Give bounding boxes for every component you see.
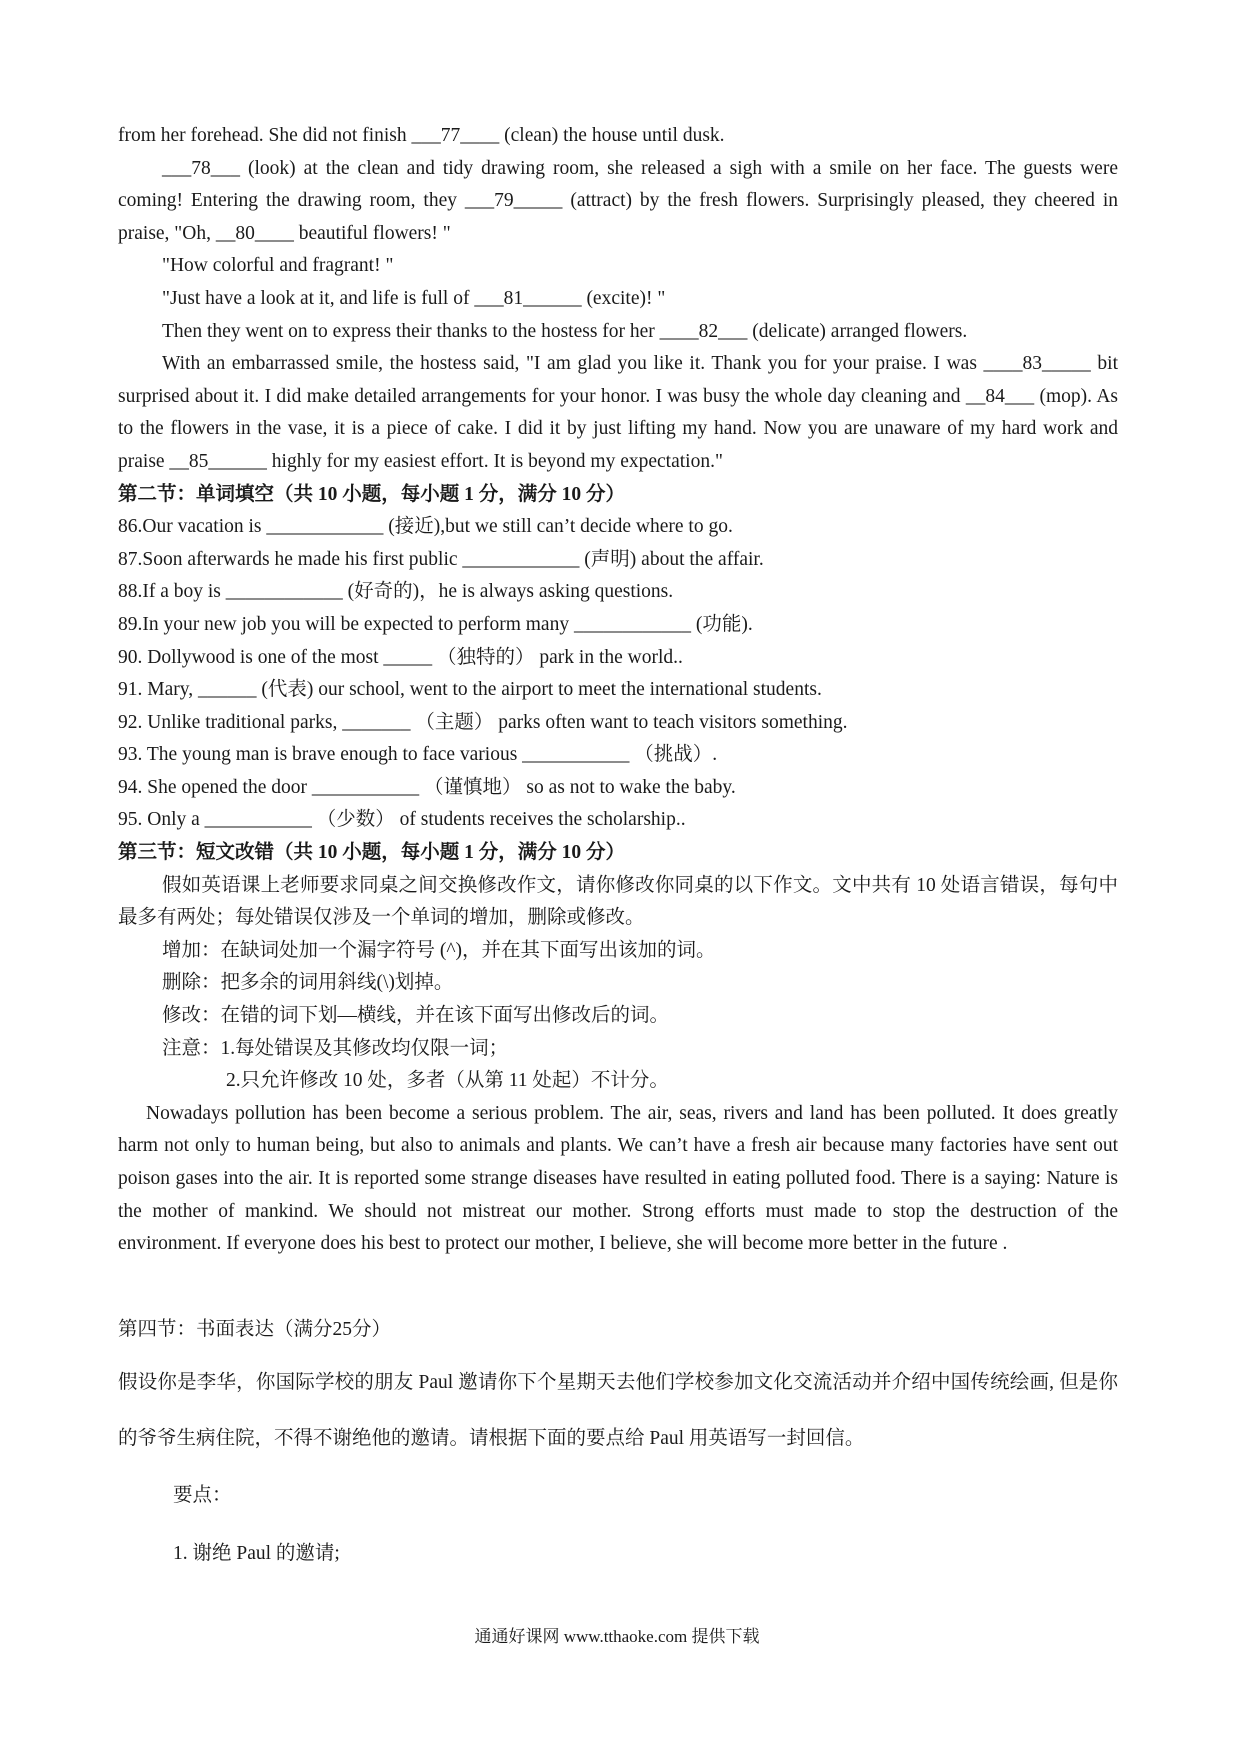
passage-paragraph-2: ___78___ (look) at the clean and tidy drawing room, she released a sigh with a smile on her face. The guests were coming! Entering the drawing room, they ___79_____ (attract) by the fresh flowers. Surprisingly pleased, they cheered in praise, "Oh, __80____ beautiful flowers! " [118,157,1118,244]
section3-modify-rule: 修改：在错的词下划—横线，并在该下面写出修改后的词。 [162,1005,670,1027]
question-87: 87.Soon afterwards he made his first public ____________ (声明) about the affair. [118,548,764,570]
passage-paragraph-6: With an embarrassed smile, the hostess said, "I am glad you like it. Thank you for your praise. I was ____83_____ bit surprised about it. I did make detailed arrangements for your honor. I was busy the whole day cleaning and __84___ (mop). As to the flowers in the vase, it is a piece of cake. I did it by just lifting my hand. Now you are unaware of my hard work and praise __85______ highly for my easiest effort. It is beyond my expectation." [118,353,1118,472]
section4-prompt: 假设你是李华，你国际学校的朋友 Paul 邀请你下个星期天去他们学校参加文化交流活动并介绍中国传统绘画, 但是你的爷爷生病住院，不得不谢绝他的邀请。请根据下面的要点给 Paul 用英语写一封回信。 [118,1371,1118,1449]
section3-title: 第三节：短文改错（共 10 小题，每小题 1 分，满分 10 分） [118,842,626,864]
question-93: 93. The young man is brave enough to face various ___________ （挑战）. [118,744,718,766]
section2-title: 第二节：单词填空（共 10 小题，每小题 1 分，满分 10 分） [118,483,626,505]
section3-delete-rule: 删除：把多余的词用斜线(\)划掉。 [162,972,454,994]
spacer [118,1261,1118,1305]
section4-points-label: 要点： [173,1484,232,1506]
question-95: 95. Only a ___________ （少数） of students receives the scholarship.. [118,809,686,831]
passage-paragraph-3: "How colorful and fragrant! " [162,255,394,277]
passage-paragraph-5: Then they went on to express their thanks to the hostess for her ____82___ (delicate) arranged flowers. [162,320,968,342]
question-91: 91. Mary, ______ (代表) our school, went to the airport to meet the international students. [118,679,822,701]
passage-paragraph-1: from her forehead. She did not finish ___77____ (clean) the house until dusk. [118,125,725,146]
section3-note-1: 注意：1.每处错误及其修改均仅限一词； [162,1037,509,1059]
question-92: 92. Unlike traditional parks, _______ （主题） parks often want to teach visitors something. [118,711,848,733]
question-90: 90. Dollywood is one of the most _____ （独特的） park in the world.. [118,646,683,668]
section3-essay: Nowadays pollution has been become a serious problem. The air, seas, rivers and land has been polluted. It does greatly harm not only to human being, but also to animals and plants. We can’t have a fresh air because many factories have sent out poison gases into the air. It is reported some strange diseases have resulted in eating polluted food. There is a saying: Nature is the mother of mankind. We should not mistreat our mother. Strong efforts must made to stop the destruction of the environment. If everyone does his best to protect our mother, I believe, she will become more better in the future . [118,1102,1118,1255]
question-89: 89.In your new job you will be expected to perform many ____________ (功能). [118,613,753,635]
section4 [118,1305,1118,1583]
section4-point-1: 1. 谢绝 Paul 的邀请; [173,1542,340,1564]
question-86: 86.Our vacation is ____________ (接近),but we still can’t decide where to go. [118,516,733,538]
page-content [118,120,1118,1583]
question-94: 94. She opened the door ___________ （谨慎地） so as not to wake the baby. [118,776,736,798]
section3-add-rule: 增加：在缺词处加一个漏字符号 (^)，并在其下面写出该加的词。 [162,939,716,961]
page-footer: 通通好课网 www.tthaoke.com 提供下载 [474,1627,760,1646]
section4-title: 第四节：书面表达（满分25分） [118,1318,392,1340]
section3-intro: 假如英语课上老师要求同桌之间交换修改作文，请你修改你同桌的以下作文。文中共有 10 处语言错误，每句中最多有两处；每处错误仅涉及一个单词的增加，删除或修改。 [118,874,1118,929]
passage-paragraph-4: "Just have a look at it, and life is full of ___81______ (excite)! " [162,287,666,309]
section3-note-2: 2.只允许修改 10 处，多者（从第 11 处起）不计分。 [226,1070,669,1092]
question-88: 88.If a boy is ____________ (好奇的)，he is always asking questions. [118,581,674,603]
